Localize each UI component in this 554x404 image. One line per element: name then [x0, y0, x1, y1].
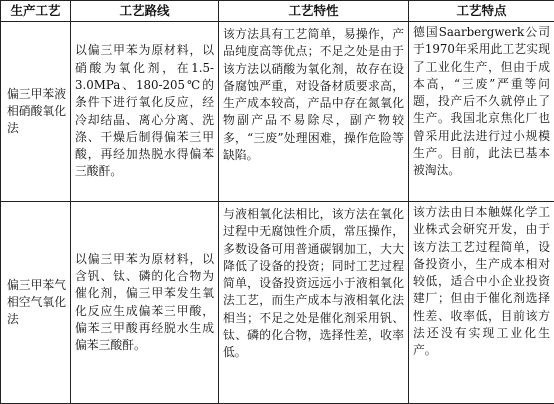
table-row [1, 202, 554, 404]
header-feature: 工艺特性 [219, 1, 409, 22]
header-row [1, 1, 554, 22]
process-route: 以偏三甲苯为原材料，以含钒、钛、磷的化合物为催化剂，偏三甲苯发生氧化反应生成偏苯三甲酸，偏苯三甲酸再经脱水生成偏苯三酸酐。 [71, 202, 219, 404]
process-route: 以偏三甲苯为原材料，以硝酸为氧化剂，在1.5-3.0MPa、180-205℃的条件下进行氧化反应，经冷却结晶、离心分离、洗涤、干燥后制得偏苯三甲酸，再经加热脱水得偏苯三酸酐。 [71, 22, 219, 202]
process-point: 德国Saarbergwerk公司于1970年采用此工艺实现了工业化生产，但由于成本高，“三废”严重等问题，投产后不久就停止了生产。我国北京焦化厂也曾采用此法进行过小规模生产。目前，此法已基本被淘汰。 [409, 22, 554, 202]
header-route: 工艺路线 [71, 1, 219, 22]
process-name: 偏三甲苯气相空气氧化法 [1, 202, 71, 404]
process-name: 偏三甲苯液相硝酸氧化法 [1, 22, 71, 202]
process-point: 该方法由日本触媒化学工业株式会研究开发，由于该方法工艺过程简单，设备投资小，生产成本相对较低，适合中小企业投资建厂；但由于催化剂选择性差、收率低，目前该方法还没有实现工业化生产。 [409, 202, 554, 404]
process-feature: 该方法具有工艺简单，易操作，产品纯度高等优点；不足之处是由于该方法以硝酸为氧化剂，故存在设备腐蚀严重，对设备材质要求高，生产成本较高，产品中存在氮氧化物副产品不易除尽，副产物较多，“三废”处理困难，操作危险等缺陷。 [219, 22, 409, 202]
header-process: 生产工艺 [1, 1, 71, 22]
header-point: 工艺特点 [409, 1, 554, 22]
process-feature: 与液相氧化法相比，该方法在氧化过程中无腐蚀性介质，常压操作，多数设备可用普通碳钢加工，大大降低了设备的投资；同时工艺过程简单，设备投资远远小于液相氧化法工艺，而生产成本与液相氧化法相当；不足之处是催化剂采用钒、钛、磷的化合物，选择性差，收率低。 [219, 202, 409, 404]
table-row [1, 22, 554, 202]
